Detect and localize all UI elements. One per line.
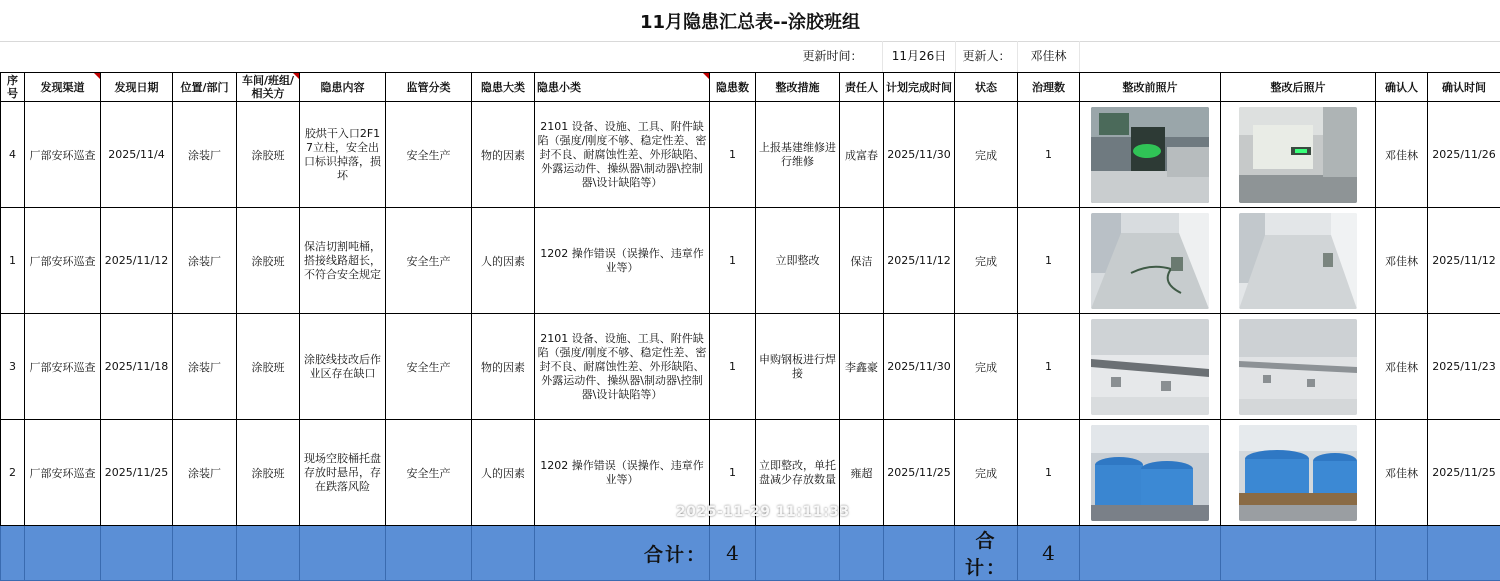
cell-date[interactable]: 2025/11/18	[101, 314, 173, 420]
cell-date[interactable]: 2025/11/25	[101, 420, 173, 526]
cell-confirm-time[interactable]: 2025/11/12	[1428, 208, 1500, 314]
cell-plan[interactable]: 2025/11/30	[884, 102, 955, 208]
header-supervision: 监管分类	[386, 73, 472, 102]
cell-minor[interactable]: 1202 操作错误（误操作、违章作业等）	[535, 420, 710, 526]
updater-label: 更新人：	[956, 41, 1018, 72]
table-row[interactable]	[1, 208, 1500, 314]
cell-measure[interactable]: 立即整改，单托盘减少存放数量	[756, 420, 840, 526]
cell-channel[interactable]: 厂部安环巡查	[25, 102, 101, 208]
cell-minor[interactable]: 1202 操作错误（误操作、违章作业等）	[535, 208, 710, 314]
comment-flag-icon	[94, 73, 100, 79]
cell-status[interactable]: 完成	[955, 208, 1018, 314]
cell-workshop[interactable]: 涂胶班	[237, 420, 300, 526]
sheet-title: 11月隐患汇总表--涂胶班组	[0, 8, 1500, 34]
cell-confirm-time[interactable]: 2025/11/25	[1428, 420, 1500, 526]
update-time-label: 更新时间：	[783, 41, 883, 72]
header-date: 发现日期	[101, 73, 173, 102]
header-channel	[25, 73, 101, 102]
cell-supervision[interactable]: 安全生产	[386, 102, 472, 208]
total-empty	[1080, 526, 1221, 581]
after-photo-image[interactable]	[1239, 213, 1357, 309]
header-plan: 计划完成时间	[884, 73, 955, 102]
header-after-photo: 整改后照片	[1221, 73, 1376, 102]
cell-confirm-time[interactable]: 2025/11/26	[1428, 102, 1500, 208]
cell-before-photo[interactable]	[1080, 208, 1221, 314]
cell-major[interactable]: 物的因素	[472, 314, 535, 420]
header-channel-label: 发现渠道	[41, 81, 85, 94]
header-row	[1, 73, 1500, 102]
header-owner: 责任人	[840, 73, 884, 102]
header-seq: 序号	[1, 73, 25, 102]
cell-after-photo[interactable]	[1221, 420, 1376, 526]
cell-seq[interactable]: 2	[1, 420, 25, 526]
cell-major[interactable]: 人的因素	[472, 420, 535, 526]
cell-owner[interactable]: 保洁	[840, 208, 884, 314]
total-empty	[237, 526, 300, 581]
cell-confirmer[interactable]: 邓佳林	[1376, 314, 1428, 420]
cell-treated[interactable]: 1	[1018, 314, 1080, 420]
cell-measure[interactable]: 申购钢板进行焊接	[756, 314, 840, 420]
cell-location[interactable]: 涂装厂	[173, 420, 237, 526]
total-empty	[1376, 526, 1428, 581]
header-location: 位置/部门	[173, 73, 237, 102]
cell-treated[interactable]: 1	[1018, 208, 1080, 314]
cell-channel[interactable]: 厂部安环巡查	[25, 314, 101, 420]
cell-supervision[interactable]: 安全生产	[386, 314, 472, 420]
header-measure: 整改措施	[756, 73, 840, 102]
cell-supervision[interactable]: 安全生产	[386, 208, 472, 314]
header-workshop-label: 车间/班组/相关方	[242, 74, 294, 100]
cell-workshop[interactable]: 涂胶班	[237, 208, 300, 314]
cell-before-photo[interactable]	[1080, 420, 1221, 526]
total-label-text: 合计：	[644, 544, 707, 566]
totals-row	[1, 526, 1500, 581]
total-empty	[25, 526, 101, 581]
after-photo-image[interactable]	[1239, 319, 1357, 415]
table-row[interactable]	[1, 314, 1500, 420]
total-empty	[101, 526, 173, 581]
total-label-text: 合计：	[965, 530, 1007, 579]
cell-count[interactable]: 1	[710, 420, 756, 526]
total-empty	[1428, 526, 1500, 581]
cell-plan[interactable]: 2025/11/25	[884, 420, 955, 526]
total-empty	[840, 526, 884, 581]
total-empty	[1221, 526, 1376, 581]
cell-owner[interactable]: 李鑫豪	[840, 314, 884, 420]
total-empty	[756, 526, 840, 581]
total-empty	[884, 526, 955, 581]
cell-minor[interactable]: 2101 设备、设施、工具、附件缺陷（强度/刚度不够、稳定性差、密封不良、耐腐蚀性差、外形缺陷、外露运动件、操纵器\制动器\控制器\设计缺陷等）	[535, 314, 710, 420]
total-empty	[472, 526, 535, 581]
cell-seq[interactable]: 1	[1, 208, 25, 314]
header-major: 隐患大类	[472, 73, 535, 102]
cell-measure[interactable]: 上报基建维修进行维修	[756, 102, 840, 208]
comment-flag-icon	[703, 73, 709, 79]
cell-supervision[interactable]: 安全生产	[386, 420, 472, 526]
update-time-value[interactable]: 11月26日	[883, 41, 956, 72]
cell-status[interactable]: 完成	[955, 314, 1018, 420]
cell-major[interactable]: 物的因素	[472, 102, 535, 208]
cell-workshop[interactable]: 涂胶班	[237, 102, 300, 208]
cell-count[interactable]: 1	[710, 102, 756, 208]
total-treated-count[interactable]: 4	[1018, 526, 1080, 581]
total-empty	[173, 526, 237, 581]
before-photo-image[interactable]	[1091, 425, 1209, 521]
cell-confirmer[interactable]: 邓佳林	[1376, 102, 1428, 208]
meta-row	[0, 41, 1500, 72]
cell-content[interactable]: 保洁切割吨桶，搭接线路超长，不符合安全规定	[300, 208, 386, 314]
header-content: 隐患内容	[300, 73, 386, 102]
cell-content[interactable]: 涂胶线技改后作业区存在缺口	[300, 314, 386, 420]
header-minor-label: 隐患小类	[537, 81, 581, 94]
cell-count[interactable]: 1	[710, 314, 756, 420]
cell-workshop[interactable]: 涂胶班	[237, 314, 300, 420]
total-empty	[1, 526, 25, 581]
cell-after-photo[interactable]	[1221, 102, 1376, 208]
cell-date[interactable]: 2025/11/12	[101, 208, 173, 314]
cell-content[interactable]: 胶烘干入口2F17立柱，安全出口标识掉落，损坏	[300, 102, 386, 208]
total-empty	[300, 526, 386, 581]
cell-content[interactable]: 现场空胶桶托盘存放时悬吊，存在跌落风险	[300, 420, 386, 526]
cell-before-photo[interactable]	[1080, 102, 1221, 208]
cell-treated[interactable]: 1	[1018, 420, 1080, 526]
timestamp-overlay: 2025-11-29 11:11:33	[676, 504, 850, 520]
comment-flag-icon	[293, 73, 299, 79]
cell-location[interactable]: 涂装厂	[173, 208, 237, 314]
title-row	[0, 0, 1500, 42]
cell-before-photo[interactable]	[1080, 314, 1221, 420]
header-minor	[535, 73, 710, 102]
updater-value[interactable]: 邓佳林	[1018, 41, 1080, 72]
total-label-treated	[955, 526, 1018, 581]
cell-measure[interactable]: 立即整改	[756, 208, 840, 314]
header-status: 状态	[955, 73, 1018, 102]
cell-count[interactable]: 1	[710, 208, 756, 314]
cell-channel[interactable]: 厂部安环巡查	[25, 420, 101, 526]
cell-owner[interactable]: 雍超	[840, 420, 884, 526]
cell-confirmer[interactable]: 邓佳林	[1376, 420, 1428, 526]
cell-plan[interactable]: 2025/11/30	[884, 314, 955, 420]
after-photo-image[interactable]	[1239, 425, 1357, 521]
cell-confirmer[interactable]: 邓佳林	[1376, 208, 1428, 314]
header-confirmer: 确认人	[1376, 73, 1428, 102]
before-photo-image[interactable]	[1091, 213, 1209, 309]
cell-after-photo[interactable]	[1221, 314, 1376, 420]
header-count: 隐患数	[710, 73, 756, 102]
total-hazard-count[interactable]: 4	[710, 526, 756, 581]
cell-status[interactable]: 完成	[955, 420, 1018, 526]
before-photo-image[interactable]	[1091, 319, 1209, 415]
header-confirm-time: 确认时间	[1428, 73, 1500, 102]
cell-plan[interactable]: 2025/11/12	[884, 208, 955, 314]
cell-seq[interactable]: 3	[1, 314, 25, 420]
table-row[interactable]	[1, 102, 1500, 208]
cell-location[interactable]: 涂装厂	[173, 314, 237, 420]
header-treated: 治理数	[1018, 73, 1080, 102]
after-photo-image[interactable]	[1239, 107, 1357, 203]
cell-status[interactable]: 完成	[955, 102, 1018, 208]
header-before-photo: 整改前照片	[1080, 73, 1221, 102]
cell-minor[interactable]: 2101 设备、设施、工具、附件缺陷（强度/刚度不够、稳定性差、密封不良、耐腐蚀性差、外形缺陷、外露运动件、操纵器\制动器\控制器\设计缺陷等）	[535, 102, 710, 208]
cell-after-photo[interactable]	[1221, 208, 1376, 314]
cell-treated[interactable]: 1	[1018, 102, 1080, 208]
total-empty	[386, 526, 472, 581]
total-label-hazards	[535, 526, 710, 581]
cell-channel[interactable]: 厂部安环巡查	[25, 208, 101, 314]
cell-major[interactable]: 人的因素	[472, 208, 535, 314]
cell-date[interactable]: 2025/11/4	[101, 102, 173, 208]
header-workshop	[237, 73, 300, 102]
cell-location[interactable]: 涂装厂	[173, 102, 237, 208]
cell-confirm-time[interactable]: 2025/11/23	[1428, 314, 1500, 420]
cell-owner[interactable]: 成富春	[840, 102, 884, 208]
cell-seq[interactable]: 4	[1, 102, 25, 208]
before-photo-image[interactable]	[1091, 107, 1209, 203]
